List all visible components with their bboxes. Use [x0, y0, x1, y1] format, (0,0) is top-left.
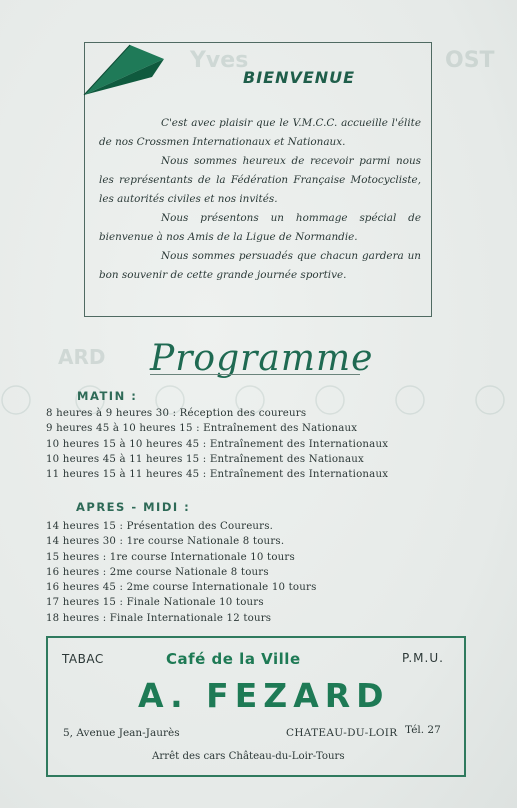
schedule-item: 10 heures 45 à 11 heures 15 : Entraînement des Nationaux: [46, 453, 364, 465]
ad-bus-stop: Arrêt des cars Château-du-Loir-Tours: [152, 751, 345, 762]
afternoon-label: APRES - MIDI :: [76, 500, 191, 514]
welcome-paragraph: Nous sommes heureux de recevoir parmi nous les représentants de la Fédération Française Motocycliste, les autorités civiles et nos invités.: [99, 155, 421, 205]
schedule-item: 15 heures : 1re course Internationale 10 tours: [46, 551, 295, 563]
schedule-item: 10 heures 15 à 10 heures 45 : Entraînement des Internationaux: [46, 438, 389, 450]
show-through-decoration: Yves: [190, 48, 249, 73]
pennant-icon: [82, 37, 166, 99]
programme-underline: [150, 374, 360, 375]
schedule-item: 8 heures à 9 heures 30 : Réception des coureurs: [46, 408, 307, 419]
ad-tabac: TABAC: [62, 652, 104, 666]
afternoon-schedule: [46, 519, 317, 626]
welcome-title: BIENVENUE: [243, 68, 356, 87]
welcome-text: [99, 114, 421, 285]
welcome-paragraph: C'est avec plaisir que le V.M.C.C. accueille l'élite de nos Crossmen Internationaux et Nationaux.: [99, 117, 421, 148]
schedule-item: 16 heures : 2me course Nationale 8 tours: [46, 566, 269, 578]
ad-telephone: Tél. 27: [405, 724, 441, 736]
ad-city: CHATEAU-DU-LOIR: [286, 727, 398, 739]
schedule-item: 14 heures 15 : Présentation des Coureurs.: [46, 521, 274, 532]
welcome-paragraph: Nous sommes persuadés que chacun gardera un bon souvenir de cette grande journée sportive.: [99, 250, 421, 281]
schedule-item: 11 heures 15 à 11 heures 45 : Entraînement des Internationaux: [46, 469, 389, 481]
ad-cafe-name: Café de la Ville: [166, 650, 301, 668]
schedule-item: 17 heures 15 : Finale Nationale 10 tours: [46, 597, 264, 609]
programme-title: Programme: [150, 338, 374, 379]
schedule-item: 9 heures 45 à 10 heures 15 : Entraînement des Nationaux: [46, 423, 358, 435]
ad-owner-name: A. FEZARD: [138, 676, 390, 715]
schedule-item: 18 heures : Finale Internationale 12 tours: [46, 612, 272, 624]
welcome-paragraph: Nous présentons un hommage spécial de bienvenue à nos Amis de la Ligue de Normandie.: [99, 212, 421, 243]
show-through-decoration: OST: [445, 48, 495, 73]
morning-schedule: [46, 406, 388, 482]
ad-pmu: P.M.U.: [402, 651, 444, 665]
ad-address: 5, Avenue Jean-Jaurès: [63, 727, 180, 739]
morning-label: MATIN :: [77, 389, 138, 403]
schedule-item: 16 heures 45 : 2me course Internationale 10 tours: [46, 582, 317, 594]
schedule-item: 14 heures 30 : 1re course Nationale 8 tours.: [46, 536, 285, 548]
show-through-decoration: ARD: [58, 345, 106, 369]
